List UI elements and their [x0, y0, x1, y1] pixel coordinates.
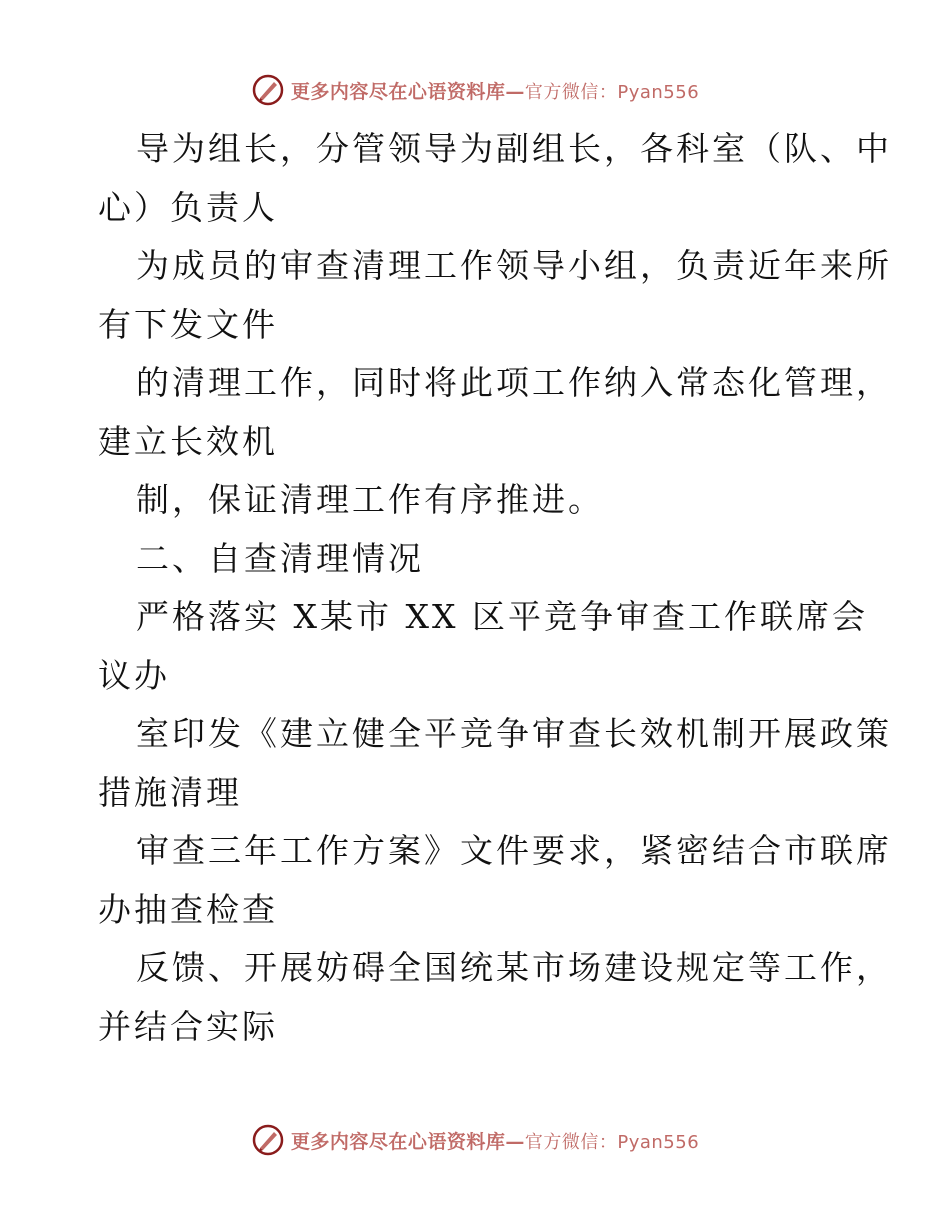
banner-text	[291, 1127, 699, 1154]
section-heading: 二、自查清理情况	[136, 538, 424, 578]
pen-logo-icon	[251, 1123, 285, 1157]
paragraph-line: 议办	[98, 655, 170, 695]
footer-banner	[0, 1122, 950, 1158]
paragraph-line: 严格落实 X某市 XX 区平竞争审查工作联席会	[136, 597, 868, 636]
paragraph-line: 反馈、开展妨碍全国统某市场建设规定等工作，	[136, 948, 892, 987]
paragraph-line: 建立长效机	[98, 421, 278, 461]
paragraph-line: 心）负责人	[98, 187, 278, 227]
paragraph-line: 室印发《建立健全平竞争审查长效机制开展政策	[136, 714, 892, 753]
paragraph-line: 办抽查检查	[98, 889, 278, 929]
banner-contact: 官方微信：Pyan556	[524, 1131, 700, 1153]
paragraph-line: 制，保证清理工作有序推进。	[136, 480, 604, 519]
document-body	[98, 120, 892, 1056]
paragraph-line: 导为组长，分管领导为副组长，各科室（队、中	[136, 129, 892, 168]
paragraph-line: 为成员的审查清理工作领导小组，负责近年来所	[136, 246, 892, 285]
pen-logo-icon	[251, 73, 285, 107]
paragraph-line: 的清理工作，同时将此项工作纳入常态化管理，	[136, 363, 892, 402]
banner-brand: 更多内容尽在心语资料库	[290, 80, 506, 103]
banner-text	[291, 77, 699, 104]
paragraph-line: 有下发文件	[98, 304, 278, 344]
banner-contact: 官方微信：Pyan556	[524, 81, 700, 103]
paragraph-line: 并结合实际	[98, 1006, 278, 1046]
paragraph-line: 措施清理	[98, 772, 242, 812]
header-banner	[0, 72, 950, 108]
banner-brand: 更多内容尽在心语资料库	[290, 1130, 506, 1153]
banner-separator: —	[505, 1130, 525, 1153]
banner-separator: —	[505, 80, 525, 103]
paragraph-line: 审查三年工作方案》文件要求，紧密结合市联席	[136, 831, 892, 870]
